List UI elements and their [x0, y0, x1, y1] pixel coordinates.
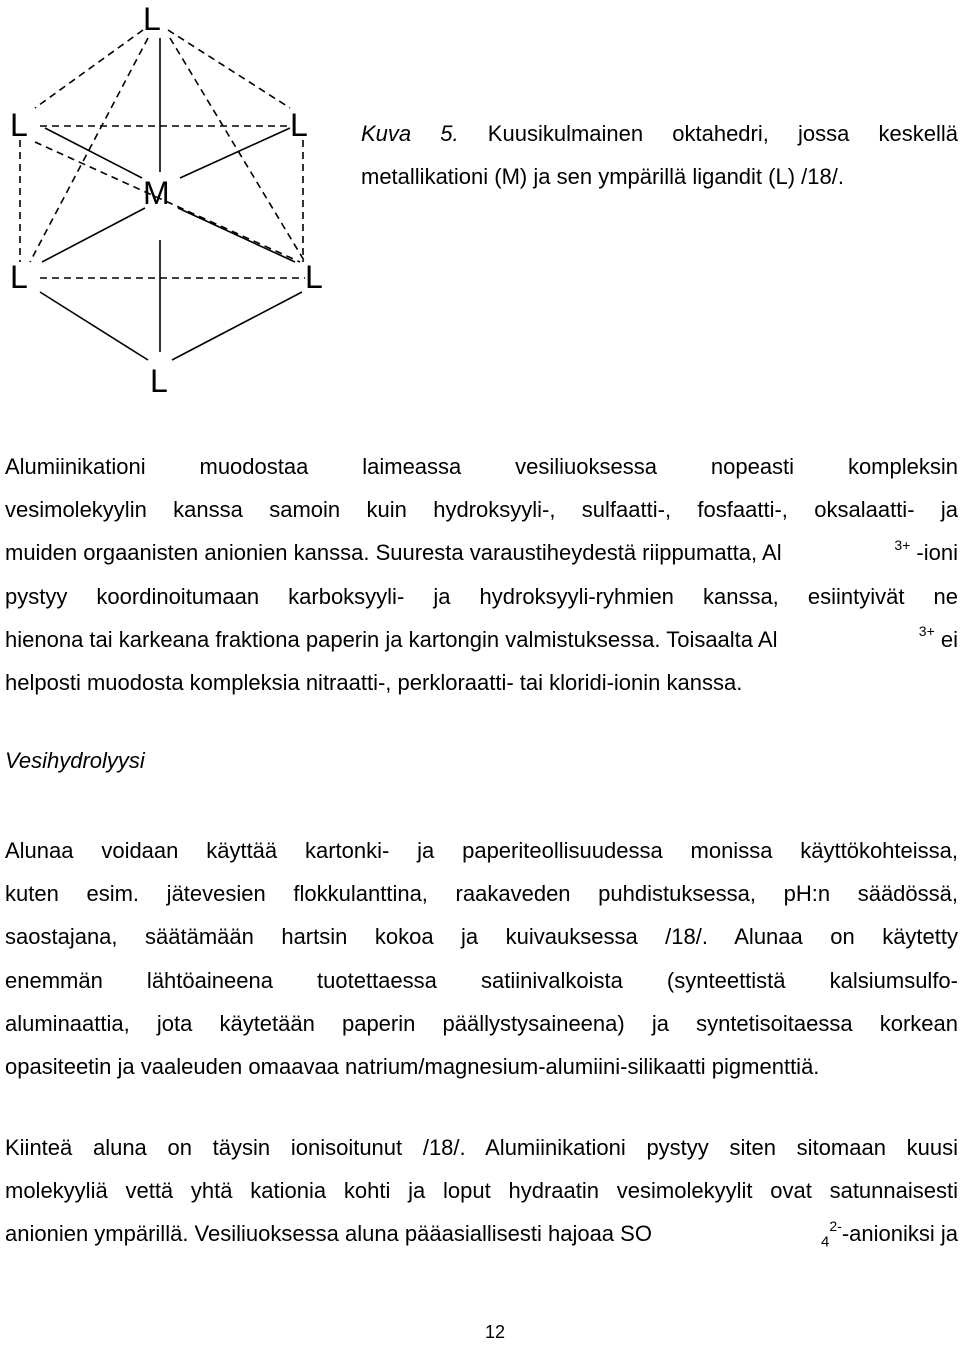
page-number: 12: [484, 1322, 506, 1342]
ligand-label-bottom: L: [150, 363, 168, 399]
paragraph-3: Kiinteä aluna on täysin ionisoitunut /18/. Alumiinikationi pystyy siten sitomaan kuusi molekyyliä vettä yhtä kationia kohti ja loput hydraatin vesimolekyylit ovat satunnaisesti anionien ympärillä. Vesiliuoksessa aluna pääasiallisesti hajoaa SO $_4^{2-}$-anioniksi ja: [5, 1135, 958, 1251]
figure-caption: [361, 112, 958, 198]
bond-m-lower-left: [42, 208, 145, 262]
caption-line-2: metallikationi (M) ja sen ympärillä ligandit (L) /18/.: [361, 164, 844, 189]
edge-top-lower-right: [170, 38, 305, 262]
paragraph-2: Alunaa voidaan käyttää kartonki- ja paperiteollisuudessa monissa käyttökohteissa, kuten esim. jätevesien flokkulanttina, raakaveden puhdistuksessa, pH:n säädössä, saostajana, säätämään hartsin kokoa ja kuivauksessa /18/. Alunaa on käytetty enemmän lähtöaineena tuotettaessa satiinivalkoista (synteettistä kalsiumsulfo- aluminaattia, jota käytetään paperin päällystysaineena) ja syntetisoitaessa korkean opasiteetin ja vaaleuden omaavaa natrium/magnesium-alumiini-silikaatti pigmenttiä.: [5, 838, 958, 1080]
ligand-label-upper-left: L: [10, 107, 28, 143]
paragraph-1: Alumiinikationi muodostaa laimeassa vesiliuoksessa nopeasti kompleksin vesimolekyylin kanssa samoin kuin hydroksyyli-, sulfaatti-, fosfaatti-, oksalaatti- ja muiden orgaanisten anionien kanssa. Suuresta varaustiheydestä riippumatta, Al $^{3+}$ -ioni pystyy koordinoitumaan karboksyyli- ja hydroksyyli-ryhmien kanssa, esiintyivät ne hienona tai karkeana fraktiona paperin ja kartongin valmistuksessa. Toisaalta Al $^{3+}$ ei helposti muodosta kompleksia nitraatti-, perkloraatti- tai kloridi-ionin kanssa.: [5, 454, 958, 696]
ligand-label-lower-right: L: [305, 259, 323, 295]
edge-lower-right-bottom: [172, 292, 302, 360]
edge-top-upper-right: [168, 30, 290, 108]
ligand-label-lower-left: L: [10, 259, 28, 295]
ligand-label-upper-right: L: [290, 107, 308, 143]
section-heading: Vesihydrolyysi: [5, 748, 145, 773]
caption-number: 5.: [440, 121, 459, 146]
octahedron-diagram: [0, 0, 345, 400]
edge-top-upper-left: [35, 30, 143, 108]
edge-lower-left-bottom: [40, 292, 148, 360]
metal-label-center: M: [143, 175, 170, 211]
caption-label: Kuva: [361, 121, 412, 146]
ligand-label-top: L: [143, 1, 161, 37]
caption-line-1: Kuva 5. Kuusikulmainen oktahedri, jossa keskellä: [361, 121, 958, 146]
edge-top-lower-left: [30, 38, 148, 262]
bond-m-upper-right: [180, 128, 290, 178]
